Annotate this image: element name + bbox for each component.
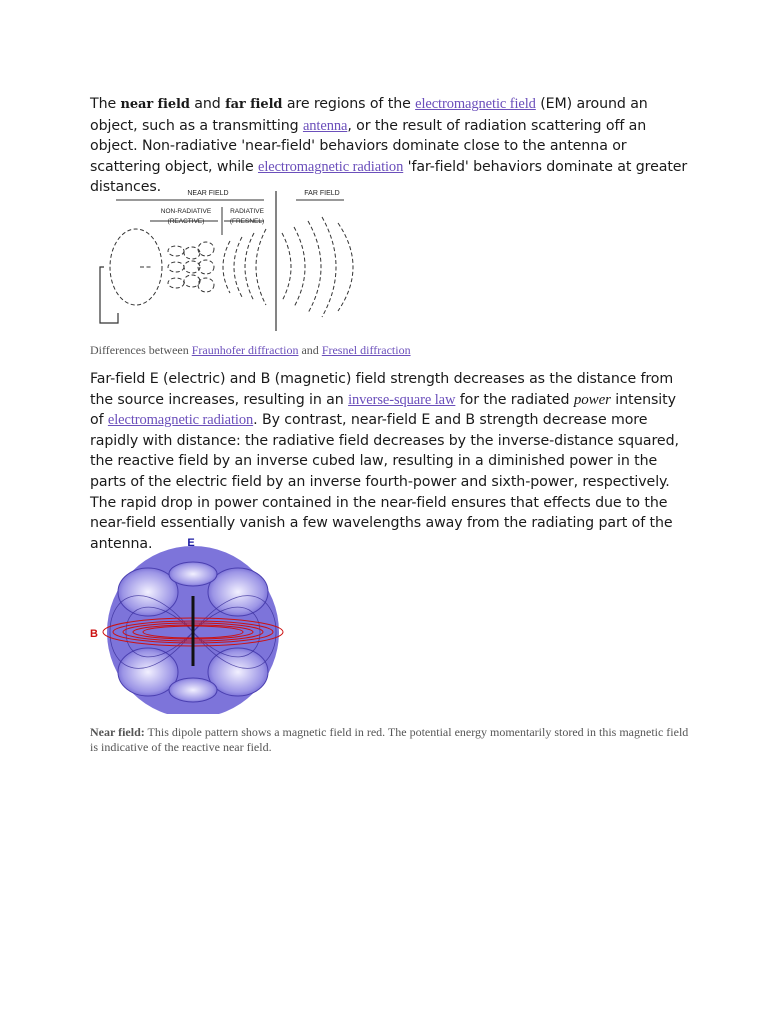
reactive-label: (REACTIVE) <box>167 218 205 225</box>
link-electromagnetic-field[interactable]: electromagnetic field <box>415 96 536 112</box>
wavefront <box>308 221 321 313</box>
link-fraunhofer-diffraction[interactable]: Fraunhofer diffraction <box>191 343 299 357</box>
link-electromagnetic-radiation-2[interactable]: electromagnetic radiation <box>107 412 254 429</box>
reactive-loop <box>168 246 184 256</box>
figure1-caption <box>90 343 690 358</box>
radiative-label: RADIATIVE <box>230 208 264 215</box>
nonradiative-label: NON-RADIATIVE <box>160 208 212 215</box>
wavefront <box>338 223 353 311</box>
text-run: (EM) around an object, such as a transmitting <box>90 96 648 134</box>
text-run: for the radiated <box>455 391 574 408</box>
wavefront <box>223 241 230 293</box>
text-run: 'far-field' behaviors dominate at greater distances. <box>90 158 688 196</box>
text-run: , or the result of radiation scattering off an object. Non-radiative 'near-field' behaviors dominate close to the antenna or scattering object, while <box>90 117 647 175</box>
wavefront <box>282 233 291 301</box>
antenna-feed <box>100 267 118 323</box>
text-run: The <box>90 96 121 112</box>
wavefront <box>234 237 242 297</box>
reactive-loop <box>110 229 162 305</box>
near-far-field-diagram <box>96 183 366 333</box>
text-run: This dipole pattern shows a magnetic field in red. The potential energy momentarily stored in this magnetic field is indicative of the reactive near field. <box>90 725 689 754</box>
reactive-loop <box>198 278 214 292</box>
text-run: and <box>189 96 226 112</box>
wavefront <box>256 229 266 305</box>
reactive-loop <box>168 262 184 272</box>
caption-bold: Near field: <box>90 725 145 739</box>
reactive-loop <box>168 278 184 288</box>
field-lobe <box>169 562 217 586</box>
link-inverse-square-law[interactable]: inverse-square law <box>348 391 456 408</box>
fresnel-label: (FRESNEL) <box>229 218 265 225</box>
link-fresnel-diffraction[interactable]: Fresnel diffraction <box>321 343 411 357</box>
wavefront <box>294 227 305 307</box>
reactive-loop <box>184 247 200 259</box>
link-electromagnetic-radiation[interactable]: electromagnetic radiation <box>257 158 404 175</box>
e-label: E <box>187 537 195 549</box>
far-field-label: FAR FIELD <box>304 190 340 197</box>
figure2-caption <box>90 725 690 755</box>
text-run: intensity of <box>90 391 676 429</box>
text-run: . By contrast, near-field E and B strength decrease more rapidly with distance: the radiative field decreases by the inverse-distance squared, the reactive field by an inverse cubed law, resulting in a diminished power in the parts of the electric field by an inverse fourth-power and sixth-power, respectively. The rapid drop in power contained in the near-field ensures that effects due to the near-field essentially vanish a few wavelengths away from the radiating part of the antenna. <box>90 412 679 552</box>
text-run: Far-field E (electric) and B (magnetic) field strength decreases as the distance from the source increases, resulting in an <box>90 371 674 408</box>
near-field-label: NEAR FIELD <box>187 190 229 197</box>
near-field-term: near field <box>120 97 190 112</box>
far-field-paragraph <box>90 369 690 554</box>
link-antenna[interactable]: antenna <box>302 117 348 134</box>
wavefront <box>322 217 336 317</box>
far-field-term: far field <box>225 97 283 112</box>
field-lines <box>110 217 353 317</box>
text-run: and <box>298 343 322 357</box>
b-label: B <box>90 628 98 640</box>
wavefront <box>245 233 254 301</box>
text-run: Differences between <box>90 343 192 357</box>
power-term: power <box>573 391 611 408</box>
dipole-field-diagram <box>86 534 296 714</box>
text-run: are regions of the <box>282 96 416 112</box>
field-lobe <box>169 678 217 702</box>
